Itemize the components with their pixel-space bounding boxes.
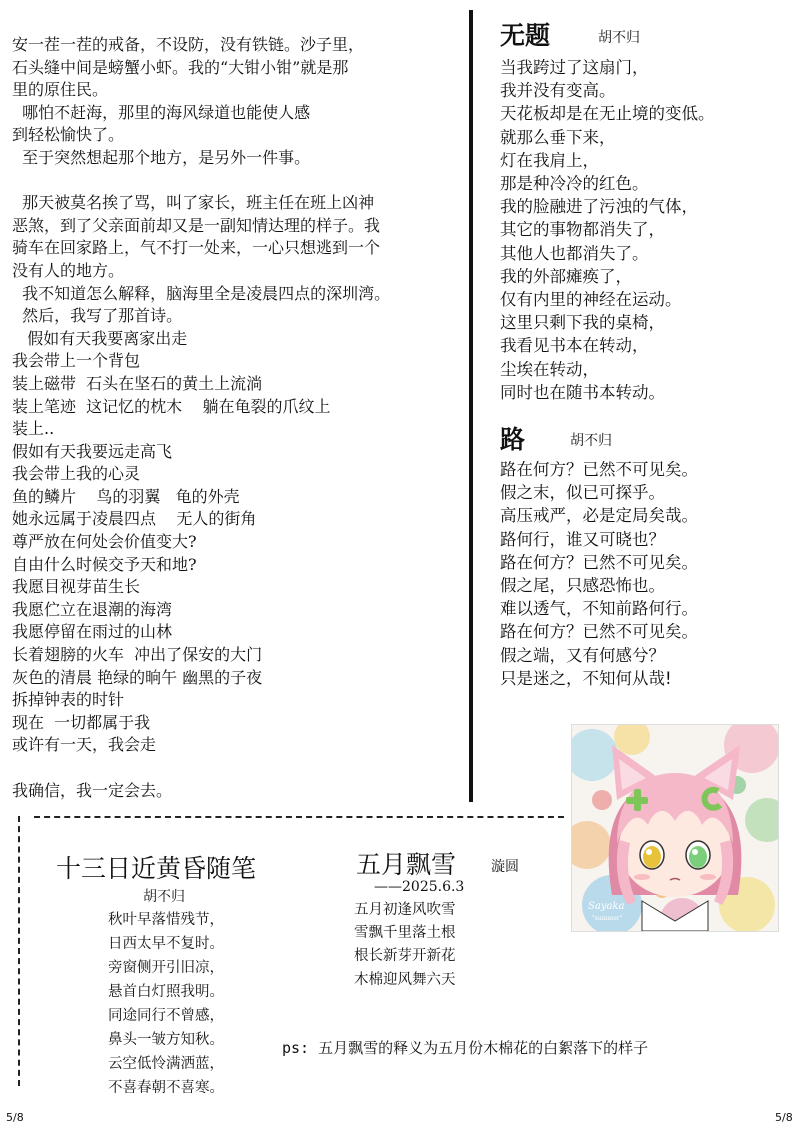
poem-line: 日西太早不复时。 [108, 936, 224, 952]
poem-line: 路何行，谁又可晓也？ [500, 529, 665, 549]
prose-line: 现在 一切都属于我 [12, 712, 151, 732]
prose-line: 到轻松愉快了。 [12, 125, 125, 145]
poem-line: 其它的事物都消失了， [500, 220, 665, 240]
prose-line: 我会带上我的心灵 [12, 464, 141, 484]
prose-line: 我愿目视芽苗生长 [12, 577, 141, 597]
poem-line: 高压戒严，必是定局矣哉。 [500, 506, 698, 526]
prose-line: 没有人的地方。 [12, 260, 125, 280]
poem-body-may-snow [354, 899, 456, 992]
prose-line: 我确信，我一定会去。 [12, 780, 173, 800]
prose-line: 那天被莫名挨了骂，叫了家长，班主任在班上凶神 [12, 193, 375, 213]
vertical-dashed-divider [18, 816, 20, 1086]
poem-line: 秋叶早落惜残节， [108, 912, 224, 928]
poem-line: 我看见书本在转动， [500, 336, 649, 356]
prose-line: 装上磁带 石头在坚石的黄土上流淌 [12, 373, 263, 393]
prose-line: 拆掉钟表的时针 [12, 690, 125, 710]
poem-line: 尘埃在转动， [500, 359, 599, 379]
prose-line: 自由什么时候交予天和地? [12, 554, 197, 574]
poem-line: 我并没有变高。 [500, 81, 616, 101]
illustration-sub-signature: "summer" [592, 915, 623, 922]
prose-line: 我愿停留在雨过的山林 [12, 622, 173, 642]
poem-line: 仅有内里的神经在运动。 [500, 290, 682, 310]
poem-line: 鼻头一皱方知秋。 [108, 1032, 224, 1048]
poem-line: 同时也在随书本转动。 [500, 382, 665, 402]
poem-line: 同途同行不曾感， [108, 1008, 224, 1024]
poem-line: 难以透气，不知前路何行。 [500, 599, 698, 619]
poem-line: 我的外部瘫痪了， [500, 266, 632, 286]
poem-line: 路在何方？已然不可见矣。 [500, 552, 698, 572]
prose-line: 灰色的清晨 艳绿的晌午 幽黑的子夜 [12, 667, 263, 687]
prose-line [12, 757, 464, 780]
page-number-left: 5/8 [6, 1111, 24, 1124]
horizontal-dashed-divider [34, 816, 564, 818]
page-number-right: 5/8 [775, 1111, 793, 1124]
poem-line: 路在何方？已然不可见矣。 [500, 460, 698, 479]
poem-line: 那是种冷冷的红色。 [500, 174, 649, 194]
prose-line: 然后，我写了那首诗。 [12, 306, 183, 326]
anime-girl-illustration [571, 724, 779, 932]
poem-line: 木棉迎风舞六天 [354, 971, 456, 988]
poem-line: 旁窗侧开引旧凉， [108, 960, 224, 976]
prose-line: 装上笔迹 这记忆的枕木 躺在龟裂的爪纹上 [12, 396, 331, 416]
prose-line: 里的原住民。 [12, 80, 109, 100]
poem-line: 当我跨过了这扇门， [500, 58, 649, 77]
prose-line: 假如有天我要离家出走 [12, 328, 188, 348]
prose-line: 或许有一天，我会走 [12, 735, 157, 755]
poem-title-may-snow: 五月飘雪 [356, 850, 457, 879]
poem-line: 我的脸融进了污浊的气体， [500, 197, 698, 217]
poem-line: 云空低怜满洒蓝， [108, 1056, 224, 1072]
poem-line: 灯在我肩上， [500, 150, 599, 170]
prose-line: 哪怕不赶海，那里的海风绿道也能使人感 [12, 102, 311, 122]
poem-line: 悬首白灯照我明。 [108, 984, 224, 1000]
poem-body-essay [86, 908, 246, 1100]
poem-title-lu: 路 [500, 425, 526, 454]
poem-line: 雪飘千里落土根 [354, 925, 456, 942]
poem-line: 就那么垂下来， [500, 127, 616, 147]
poem-body-wuti [500, 56, 715, 404]
poem-author-wuti: 胡不归 [598, 30, 640, 46]
prose-line: 骑车在回家路上，气不打一处来，一心只想逃到一个 [12, 238, 381, 258]
vertical-divider [469, 10, 473, 802]
poem-date-may-snow: ——2025.6.3 [374, 879, 465, 895]
poem-line: 假之端，又有何感兮？ [500, 645, 665, 665]
poem-line: 路在何方？已然不可见矣。 [500, 622, 698, 642]
poem-line: 不喜春朝不喜寒。 [108, 1080, 224, 1096]
prose-line: 我会带上一个背包 [12, 351, 141, 371]
poem-line: 根长新芽开新花 [354, 948, 456, 965]
prose-line: 假如有天我要远走高飞 [12, 441, 173, 461]
poem-author-essay: 胡不归 [143, 889, 185, 905]
poem-line: 假之末，似已可探乎。 [500, 483, 665, 503]
prose-line: 鱼的鳞片 鸟的羽翼 龟的外壳 [12, 486, 240, 506]
poem-line: 五月初逢风吹雪 [354, 902, 456, 918]
poem-title-wuti: 无题 [500, 21, 551, 50]
prose-line: 安一茬一茬的戒备，不设防，没有铁链。沙子里， [12, 35, 365, 54]
poem-author-lu: 胡不归 [570, 433, 612, 449]
prose-column [12, 34, 464, 802]
poem-line: 天花板却是在无止境的变低。 [500, 104, 715, 124]
prose-line: 我不知道怎么解释，脑海里全是凌晨四点的深圳湾。 [12, 283, 391, 303]
prose-line [12, 170, 464, 193]
prose-line: 装上.. [12, 419, 55, 439]
poem-line: 只是迷之，不知何从哉! [500, 668, 672, 688]
prose-line: 长着翅膀的火车 冲出了保安的大门 [12, 645, 263, 665]
poem-body-lu [500, 458, 698, 690]
ps-note: ps: 五月飘雪的释义为五月份木棉花的白絮落下的样子 [282, 1039, 649, 1057]
poem-line: 其他人也都消失了。 [500, 243, 649, 263]
poem-title-essay: 十三日近黄昏随笔 [56, 854, 257, 883]
poem-line: 假之尾，只感恐怖也。 [500, 576, 665, 596]
prose-line: 至于突然想起那个地方，是另外一件事。 [12, 147, 311, 167]
prose-line: 石头缝中间是螃蟹小虾。我的“大钳小钳”就是那 [12, 57, 349, 77]
poem-line: 这里只剩下我的桌椅， [500, 313, 665, 333]
prose-line: 恶煞，到了父亲面前却又是一副知情达理的样子。我 [12, 215, 381, 235]
prose-line: 我愿伫立在退潮的海湾 [12, 599, 173, 619]
prose-line: 她永远属于凌晨四点 无人的街角 [12, 509, 257, 529]
illustration-signature: Sayaka [588, 901, 625, 912]
prose-line: 尊严放在何处会价值变大? [12, 532, 197, 552]
poem-author-may-snow: 漩圆 [491, 859, 519, 875]
